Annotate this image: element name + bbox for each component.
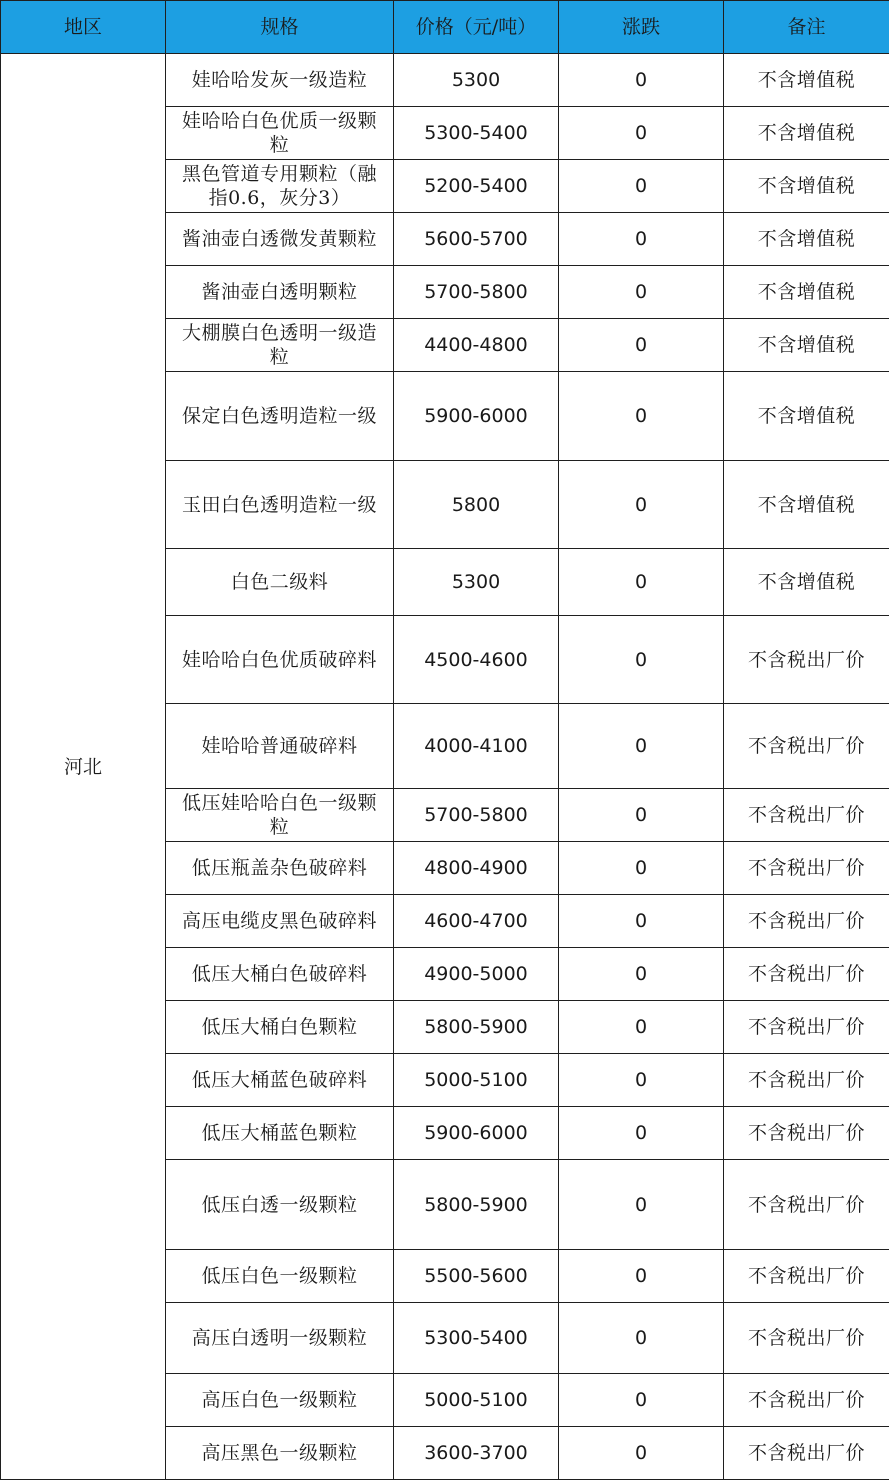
- spec-cell: 玉田白色透明造粒一级: [166, 461, 394, 549]
- change-cell: 0: [559, 1054, 724, 1107]
- spec-cell: 低压白透一级颗粒: [166, 1160, 394, 1250]
- change-cell: 0: [559, 789, 724, 842]
- change-cell: 0: [559, 160, 724, 213]
- change-cell: 0: [559, 1250, 724, 1303]
- price-cell: 4000-4100: [394, 704, 559, 789]
- price-cell: 5300: [394, 54, 559, 107]
- region-cell: 河北: [1, 54, 166, 1480]
- change-cell: 0: [559, 266, 724, 319]
- spec-cell: 保定白色透明造粒一级: [166, 372, 394, 461]
- column-header-region: 地区: [1, 1, 166, 54]
- column-header-price: 价格（元/吨）: [394, 1, 559, 54]
- price-cell: 4500-4600: [394, 616, 559, 704]
- column-header-spec: 规格: [166, 1, 394, 54]
- change-cell: 0: [559, 948, 724, 1001]
- spec-cell: 白色二级料: [166, 549, 394, 616]
- spec-cell: 低压大桶白色破碎料: [166, 948, 394, 1001]
- change-cell: 0: [559, 1160, 724, 1250]
- column-header-note: 备注: [724, 1, 889, 54]
- spec-cell: 娃哈哈普通破碎料: [166, 704, 394, 789]
- note-cell: 不含税出厂价: [724, 948, 889, 1001]
- spec-cell: 高压白色一级颗粒: [166, 1374, 394, 1427]
- price-cell: 5900-6000: [394, 1107, 559, 1160]
- price-cell: 4900-5000: [394, 948, 559, 1001]
- price-cell: 5800-5900: [394, 1160, 559, 1250]
- change-cell: 0: [559, 704, 724, 789]
- note-cell: 不含税出厂价: [724, 1303, 889, 1374]
- price-cell: 4800-4900: [394, 842, 559, 895]
- price-cell: 5500-5600: [394, 1250, 559, 1303]
- spec-cell: 黑色管道专用颗粒（融指0.6，灰分3）: [166, 160, 394, 213]
- spec-cell: 酱油壶白透微发黄颗粒: [166, 213, 394, 266]
- price-cell: 5900-6000: [394, 372, 559, 461]
- column-header-change: 涨跌: [559, 1, 724, 54]
- price-cell: 4600-4700: [394, 895, 559, 948]
- note-cell: 不含税出厂价: [724, 895, 889, 948]
- change-cell: 0: [559, 213, 724, 266]
- note-cell: 不含税出厂价: [724, 1374, 889, 1427]
- price-cell: 4400-4800: [394, 319, 559, 372]
- table-row: [1, 54, 889, 107]
- spec-cell: 大棚膜白色透明一级造粒: [166, 319, 394, 372]
- header-row: [1, 1, 889, 54]
- spec-cell: 高压白透明一级颗粒: [166, 1303, 394, 1374]
- change-cell: 0: [559, 842, 724, 895]
- price-cell: 5000-5100: [394, 1374, 559, 1427]
- change-cell: 0: [559, 107, 724, 160]
- price-cell: 5700-5800: [394, 266, 559, 319]
- change-cell: 0: [559, 895, 724, 948]
- table-body: [1, 54, 889, 1480]
- change-cell: 0: [559, 319, 724, 372]
- spec-cell: 娃哈哈白色优质破碎料: [166, 616, 394, 704]
- change-cell: 0: [559, 372, 724, 461]
- spec-cell: 高压电缆皮黑色破碎料: [166, 895, 394, 948]
- note-cell: 不含税出厂价: [724, 1054, 889, 1107]
- change-cell: 0: [559, 1001, 724, 1054]
- price-cell: 5200-5400: [394, 160, 559, 213]
- change-cell: 0: [559, 1374, 724, 1427]
- note-cell: 不含增值税: [724, 266, 889, 319]
- change-cell: 0: [559, 461, 724, 549]
- note-cell: 不含增值税: [724, 372, 889, 461]
- change-cell: 0: [559, 1303, 724, 1374]
- spec-cell: 低压瓶盖杂色破碎料: [166, 842, 394, 895]
- note-cell: 不含增值税: [724, 549, 889, 616]
- note-cell: 不含增值税: [724, 461, 889, 549]
- price-cell: 5300-5400: [394, 1303, 559, 1374]
- note-cell: 不含税出厂价: [724, 1427, 889, 1480]
- price-cell: 5600-5700: [394, 213, 559, 266]
- spec-cell: 酱油壶白透明颗粒: [166, 266, 394, 319]
- price-cell: 3600-3700: [394, 1427, 559, 1480]
- note-cell: 不含税出厂价: [724, 789, 889, 842]
- spec-cell: 低压娃哈哈白色一级颗粒: [166, 789, 394, 842]
- spec-cell: 娃哈哈发灰一级造粒: [166, 54, 394, 107]
- spec-cell: 娃哈哈白色优质一级颗粒: [166, 107, 394, 160]
- change-cell: 0: [559, 54, 724, 107]
- note-cell: 不含税出厂价: [724, 1001, 889, 1054]
- price-cell: 5800-5900: [394, 1001, 559, 1054]
- note-cell: 不含税出厂价: [724, 1250, 889, 1303]
- change-cell: 0: [559, 616, 724, 704]
- spec-cell: 低压大桶蓝色颗粒: [166, 1107, 394, 1160]
- note-cell: 不含税出厂价: [724, 616, 889, 704]
- note-cell: 不含税出厂价: [724, 1160, 889, 1250]
- note-cell: 不含增值税: [724, 107, 889, 160]
- note-cell: 不含增值税: [724, 54, 889, 107]
- price-cell: 5300: [394, 549, 559, 616]
- spec-cell: 低压大桶白色颗粒: [166, 1001, 394, 1054]
- spec-cell: 低压白色一级颗粒: [166, 1250, 394, 1303]
- price-cell: 5800: [394, 461, 559, 549]
- note-cell: 不含税出厂价: [724, 842, 889, 895]
- note-cell: 不含增值税: [724, 319, 889, 372]
- price-cell: 5000-5100: [394, 1054, 559, 1107]
- spec-cell: 低压大桶蓝色破碎料: [166, 1054, 394, 1107]
- note-cell: 不含增值税: [724, 213, 889, 266]
- note-cell: 不含税出厂价: [724, 704, 889, 789]
- change-cell: 0: [559, 549, 724, 616]
- change-cell: 0: [559, 1427, 724, 1480]
- price-cell: 5700-5800: [394, 789, 559, 842]
- note-cell: 不含税出厂价: [724, 1107, 889, 1160]
- spec-cell: 高压黑色一级颗粒: [166, 1427, 394, 1480]
- note-cell: 不含增值税: [724, 160, 889, 213]
- price-cell: 5300-5400: [394, 107, 559, 160]
- change-cell: 0: [559, 1107, 724, 1160]
